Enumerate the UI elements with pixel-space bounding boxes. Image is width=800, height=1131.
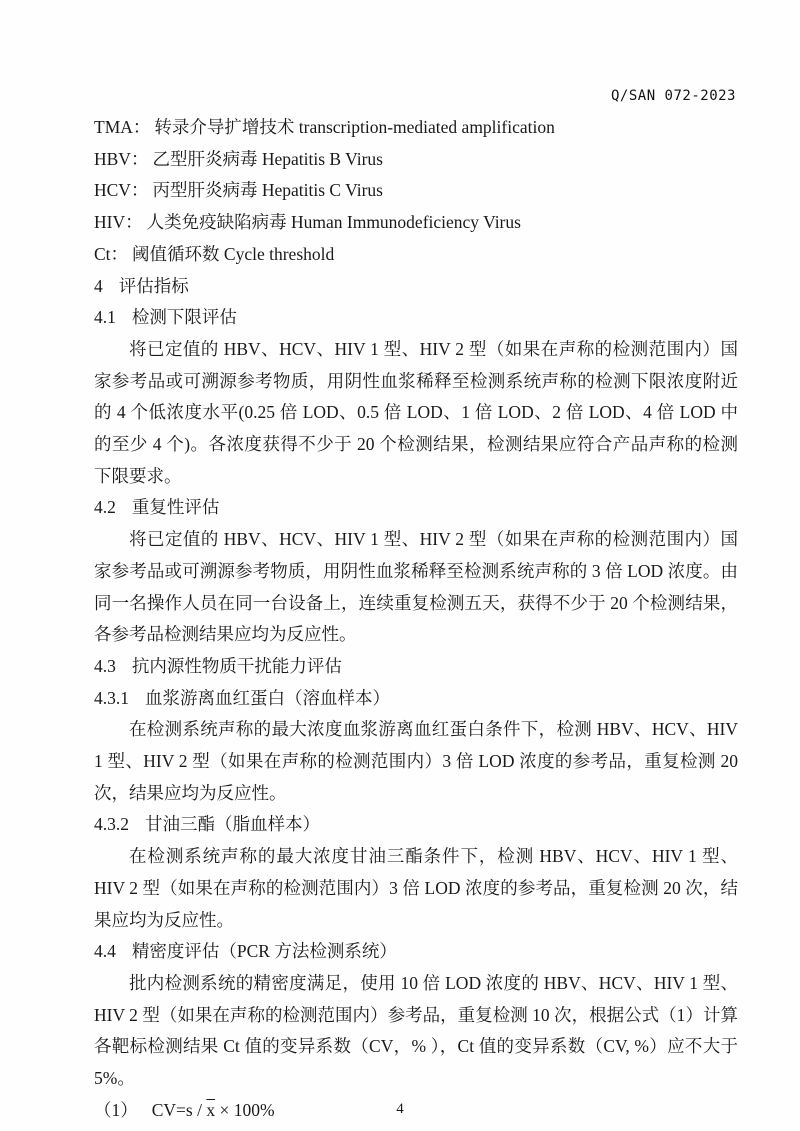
section-number: 4.3.2 bbox=[94, 814, 129, 835]
x-bar-variable: $\overline{x}$ bbox=[206, 1099, 216, 1120]
section-number: 4.3 bbox=[94, 655, 116, 676]
page-content bbox=[94, 112, 738, 1127]
formula-rhs: × 100% bbox=[215, 1099, 275, 1120]
abbreviation-definition: 人类免疫缺陷病毒 Human Immunodeficiency Virus bbox=[146, 212, 521, 233]
section-title: 评估指标 bbox=[118, 275, 189, 296]
formula-lhs: CV=s / bbox=[151, 1099, 207, 1120]
section-title: 抗内源性物质干扰能力评估 bbox=[131, 655, 342, 676]
abbreviation-term: HIV： bbox=[94, 212, 143, 233]
section-paragraph: 将已定值的 HBV、HCV、HIV 1 型、HIV 2 型（如果在声称的检测范围内）国家参考品或可溯源参考物质，用阴性血浆稀释至检测系统声称的 3 倍 LOD 浓度。由同一名操作人员在同一台设备上，连续重复检测五天，获得不少于 20 个检测结果，各参考品检测结果应均为反应性。 bbox=[94, 529, 738, 645]
abbreviation-term: TMA： bbox=[94, 117, 151, 137]
abbreviation-item bbox=[94, 207, 738, 239]
doc-number: Q/SAN 072-2023 bbox=[610, 88, 736, 104]
section-heading-4-3 bbox=[94, 651, 738, 683]
page-number: 4 bbox=[396, 1101, 404, 1117]
section-title: 精密度评估（PCR 方法检测系统） bbox=[131, 941, 397, 962]
abbreviation-definition: 阈值循环数 Cycle threshold bbox=[132, 243, 335, 264]
section-paragraph: 在检测系统声称的最大浓度甘油三酯条件下，检测 HBV、HCV、HIV 1 型、HIV 2 型（如果在声称的检测范围内）3 倍 LOD 浓度的参考品，重复检测 20 次，结果应均为反应性。 bbox=[94, 846, 738, 930]
abbreviation-definition: 转录介导扩增技术 transcription-mediated amplification bbox=[154, 117, 555, 137]
section-heading-4-4 bbox=[94, 936, 738, 968]
section-paragraph: 批内检测系统的精密度满足，使用 10 倍 LOD 浓度的 HBV、HCV、HIV 1 型、HIV 2 型（如果在声称的检测范围内）参考品，重复检测 10 次，根据公式（1）计算各靶标检测结果 Ct 值的变异系数（CV，% ），Ct 值的变异系数（CV, %）应不大于 5%。 bbox=[94, 972, 738, 1089]
section-number: 4.2 bbox=[94, 497, 116, 518]
section-heading-4-1 bbox=[94, 302, 738, 334]
formula-label: （1） bbox=[94, 1099, 138, 1120]
section-title: 检测下限评估 bbox=[131, 307, 237, 328]
abbreviation-item bbox=[94, 175, 738, 207]
section-title: 甘油三酯（脂血样本） bbox=[145, 814, 320, 835]
section-title: 血浆游离血红蛋白（溶血样本） bbox=[145, 687, 390, 708]
section-heading-4-3-2 bbox=[94, 809, 738, 841]
abbreviation-item bbox=[94, 112, 738, 144]
abbreviation-item bbox=[94, 239, 738, 271]
section-paragraph: 在检测系统声称的最大浓度血浆游离血红蛋白条件下，检测 HBV、HCV、HIV 1 型、HIV 2 型（如果在声称的检测范围内）3 倍 LOD 浓度的参考品，重复检测 20 次，结果应均为反应性。 bbox=[94, 719, 738, 803]
abbreviation-term: HBV： bbox=[94, 148, 149, 169]
section-paragraph: 将已定值的 HBV、HCV、HIV 1 型、HIV 2 型（如果在声称的检测范围内）国家参考品或可溯源参考物质，用阴性血浆稀释至检测系统声称的检测下限浓度附近的 4 个低浓度水平(0.25 倍 LOD、0.5 倍 LOD、1 倍 LOD、2 倍 LOD、4 倍 LOD 中的至少 4 个)。各浓度获得不少于 20 个检测结果，检测结果应符合产品声称的检测下限要求。 bbox=[94, 338, 738, 486]
section-heading-4-3-1 bbox=[94, 683, 738, 715]
section-title: 重复性评估 bbox=[131, 497, 220, 518]
abbreviation-definition: 丙型肝炎病毒 Hepatitis C Virus bbox=[152, 180, 383, 201]
section-heading-4-2 bbox=[94, 492, 738, 524]
section-number: 4.1 bbox=[94, 307, 116, 328]
section-number: 4 bbox=[94, 275, 103, 296]
section-number: 4.4 bbox=[94, 941, 116, 962]
abbreviation-definition: 乙型肝炎病毒 Hepatitis B Virus bbox=[152, 148, 383, 169]
section-number: 4.3.1 bbox=[94, 687, 129, 708]
abbreviation-term: Ct： bbox=[94, 243, 129, 264]
page-footer bbox=[0, 1101, 800, 1118]
abbreviation-item bbox=[94, 144, 738, 176]
abbreviation-term: HCV： bbox=[94, 180, 149, 201]
section-heading-4 bbox=[94, 271, 738, 303]
